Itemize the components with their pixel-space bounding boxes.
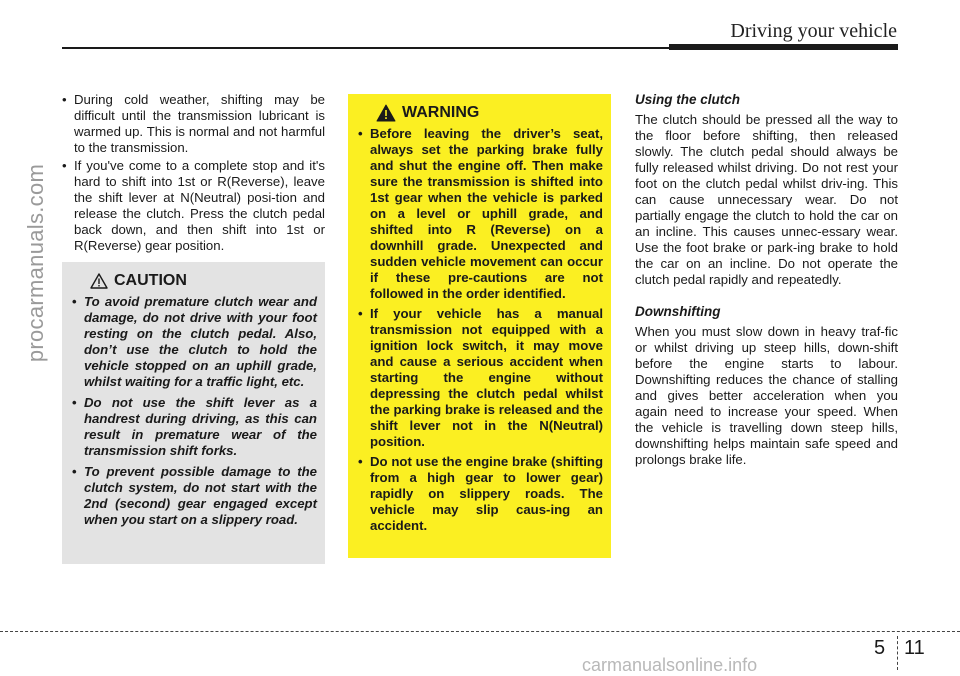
- warning-header: [376, 104, 603, 122]
- list-item: • Do not use the engine brake (shifting from a high gear to lower gear) rapidly on slippery roads. The vehicle may slip caus-ing an accident.: [358, 454, 603, 534]
- header-rule: [62, 47, 669, 49]
- footer-rule: [0, 631, 960, 632]
- warning-title: WARNING: [402, 104, 480, 121]
- list-item: • To prevent possible damage to the clutch system, do not start with the 2nd (second) gear engaged except when you start on a slippery road.: [72, 464, 317, 528]
- warning-list: [358, 126, 603, 534]
- list-item: • Do not use the shift lever as a handrest during driving, as this can result in premature wear of the transmission shift forks.: [72, 395, 317, 459]
- warning-triangle-filled-icon: [376, 104, 396, 122]
- downshifting-body: When you must slow down in heavy traf-fic or whilst driving up steep hills, down-shift before the engine starts to labour. Downshifting reduces the chance of stalling and gives better acceleration when you again need to increase your speed. When the vehicle is travelling down steep hills, downshifting helps maintain safe speed and prolongs brake life.: [635, 324, 898, 467]
- list-item: • To avoid premature clutch wear and damage, do not drive with your foot resting on the clutch pedal. Also, don’t use the clutch to hold the vehicle stopped on an uphill grade, whilst waiting for a traffic light, etc.: [72, 294, 317, 390]
- list-item: • Before leaving the driver’s seat, always set the parking brake fully and shut the engine off. Then make sure the transmission is shifted into 1st gear when the vehicle is parked on a level or uphill grade, and shifted into R (Reverse) on a downhill grade. Unexpected and sudden vehicle movement can occur if these pre-cautions are not followed in the order identified.: [358, 126, 603, 302]
- list-item: • If your vehicle has a manual transmission not equipped with a ignition lock switch, it may move and cause a serious accident when starting the engine without depressing the clutch pedal whilst the parking brake is released and the shift lever not in the N(Neutral) position.: [358, 306, 603, 450]
- watermark-side: procarmanuals.com: [23, 163, 48, 363]
- left-column: [62, 92, 325, 256]
- downshifting-heading: Downshifting: [635, 304, 721, 319]
- page-header-title: Driving your vehicle: [730, 20, 897, 42]
- list-item: • During cold weather, shifting may be difficult until the transmission lubricant is warmed up. This is normal and not harmful to the transmission.: [62, 92, 325, 156]
- left-bullet-list: [62, 92, 325, 254]
- caution-box: [62, 262, 325, 564]
- footer-divider: [897, 636, 898, 670]
- caution-header: [90, 272, 317, 290]
- page-number: 11: [904, 637, 925, 659]
- warning-box: [348, 94, 611, 558]
- list-item: • If you've come to a complete stop and it's hard to shift into 1st or R(Reverse), leave the shift lever at N(Neutral) posi-tion and release the clutch. Press the clutch pedal back down, and then shift into 1st or R(Reverse) gear position.: [62, 158, 325, 254]
- using-clutch-body: The clutch should be pressed all the way to the floor before shifting, then released slowly. The clutch pedal should always be fully released whilst driving. Do not rest your foot on the clutch pedal whilst driv-ing. This can cause unnecessary wear. Do not partially engage the clutch to hold the car on an incline. This causes unnec-essary wear. Use the foot brake or park-ing brake to hold the car on an incline. Do not operate the clutch pedal rapidly and repeatedly.: [635, 112, 898, 287]
- caution-list: [72, 294, 317, 528]
- using-clutch-heading: Using the clutch: [635, 92, 741, 107]
- chapter-number: 5: [874, 637, 886, 659]
- right-column: [635, 92, 898, 484]
- watermark-bottom: carmanualsonline.info: [582, 655, 758, 675]
- warning-triangle-outline-icon: [90, 273, 108, 289]
- header-bar: [669, 44, 898, 50]
- caution-title: CAUTION: [114, 272, 187, 289]
